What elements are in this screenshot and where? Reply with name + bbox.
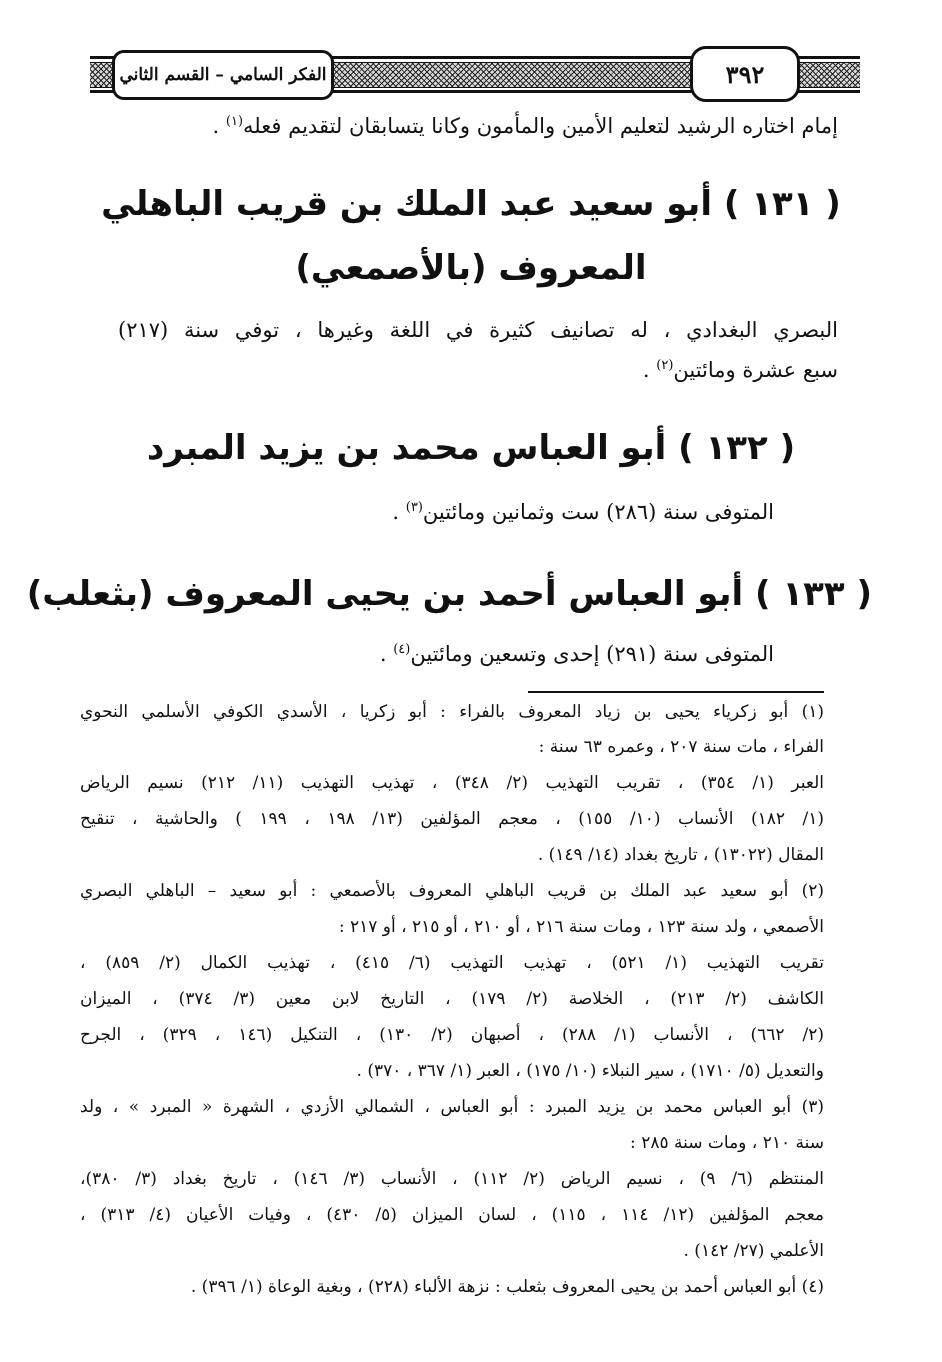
body-text-end: .: [392, 500, 406, 524]
footnote-ref: (٤): [393, 642, 411, 657]
body-text: المتوفى سنة (٢٨٦) ست وثمانين ومائتين: [422, 500, 774, 524]
running-title: الفكر السامي – القسم الثاني: [112, 50, 334, 100]
body-line: [118, 318, 838, 342]
footnote-line: (٤) أبو العباس أحمد بن يحيى المعروف بثعلب : نزهة الألباء (٢٢٨) ، وبغية الوعاة (١/ ٣٩٦) .: [190, 1277, 824, 1297]
body-line: [643, 358, 838, 382]
running-header: [90, 46, 860, 102]
header-ornament: [328, 62, 690, 88]
body-text: إمام اختاره الرشيد لتعليم الأمين والمأمون وكانا يتسابقان لتقديم فعله: [243, 114, 838, 138]
footnote-line: (١/ ١٨٢) الأنساب (١٠/ ١٥٥) ، معجم المؤلفين (١٣/ ١٩٨ ، ١٩٩ ) والحاشية ، تنقيح: [80, 809, 825, 829]
footnote-line: المنتظم (٦/ ٩) ، نسيم الرياض (٢/ ١١٢) ، الأنساب (٣/ ١٤٦) ، تاريخ بغداد (٣/ ٣٨٠)،: [80, 1169, 824, 1189]
footnote-line: (٢) أبو سعيد عبد الملك بن قريب الباهلي المعروف بالأصمعي : أبو سعيد – الباهلي البصري: [80, 881, 824, 901]
footnote-line: الأصمعي ، ولد سنة ١٢٣ ، ومات سنة ٢١٦ ، أو ٢١٠ ، أو ٢١٥ ، أو ٢١٧ :: [338, 917, 824, 937]
body-text-end: .: [642, 358, 657, 382]
footnote-ref: (٢): [656, 358, 674, 373]
header-ornament: [794, 62, 860, 88]
footnote-line: (١) أبو زكرياء يحيى بن زياد المعروف بالفراء : أبو زكريا ، الأسدي الكوفي الأسلمي النحوي: [80, 702, 824, 722]
footnote-ref: (١): [225, 114, 244, 129]
body-text: سبع عشرة ومائتين: [673, 358, 838, 382]
page-number: ٣٩٢: [690, 46, 800, 102]
footnote-line: العبر (١/ ٣٥٤) ، تقريب التهذيب (٢/ ٣٤٨) ، تهذيب التهذيب (١١/ ٢١٢) نسيم الرياض: [80, 773, 824, 793]
footnote-line: سنة ٢١٠ ، ومات سنة ٢٨٥ :: [630, 1133, 824, 1153]
body-text: المتوفى سنة (٢٩١) إحدى وتسعين ومائتين: [410, 642, 774, 666]
entry-heading: ( ١٣٣ ) أبو العباس أحمد بن يحيى المعروف (بثعلب): [26, 574, 872, 614]
body-line: [380, 642, 774, 666]
body-text: البصري البغدادي ، له تصانيف كثيرة في اللغة وغيرها ، توفي سنة (٢١٧): [118, 318, 838, 342]
header-ornament: [90, 62, 112, 88]
footnote-line: الأعلمي (٢٧/ ١٤٢) .: [683, 1241, 824, 1261]
footnote-line: (٢/ ٦٦٢) ، الأنساب (١/ ٢٨٨) ، أصبهان (٢/ ١٣٠) ، التنكيل (١٤٦ ، ٣٢٩) ، الجرح: [80, 1025, 824, 1045]
footnote-line: والتعديل (٥/ ١٧١٠) ، سير النبلاء (١٠/ ١٧٥) ، العبر (١/ ٣٦٧ ، ٣٧٠) .: [356, 1061, 824, 1081]
entry-heading: المعروف (بالأصمعي): [295, 248, 647, 288]
body-text-end: .: [379, 642, 394, 666]
footnote-line: (٣) أبو العباس محمد بن يزيد المبرد : أبو العباس ، الشمالي الأزدي ، الشهرة « المبرد » ، ولد: [80, 1097, 824, 1117]
footnote-line: تقريب التهذيب (١/ ٥٢١) ، تهذيب التهذيب (٦/ ٤١٥) ، تهذيب الكمال (٢/ ٨٥٩) ،: [80, 953, 824, 973]
footnote-line: معجم المؤلفين (١٢/ ١١٤ ، ١١٥) ، لسان الميزان (٥/ ٤٣٠) ، وفيات الأعيان (٤/ ٣١٣) ،: [80, 1205, 825, 1225]
body-text-end: .: [212, 114, 226, 138]
entry-heading: ( ١٣١ ) أبو سعيد عبد الملك بن قريب الباهلي: [101, 184, 841, 224]
footnote-separator: [528, 691, 824, 693]
footnote-line: الكاشف (٢/ ٢١٣) ، الخلاصة (٢/ ١٧٩) ، التاريخ لابن معين (٣/ ٣٧٤) ، الميزان: [80, 989, 824, 1009]
entry-heading: ( ١٣٢ ) أبو العباس محمد بن يزيد المبرد: [146, 428, 796, 468]
footnote-line: المقال (١٣٠٢٢) ، تاريخ بغداد (١٤/ ١٤٩) .: [537, 845, 824, 865]
body-line: [392, 500, 774, 524]
body-line: [213, 114, 838, 138]
footnote-ref: (٣): [405, 500, 423, 515]
footnote-line: الفراء ، مات سنة ٢٠٧ ، وعمره ٦٣ سنة :: [538, 737, 824, 757]
